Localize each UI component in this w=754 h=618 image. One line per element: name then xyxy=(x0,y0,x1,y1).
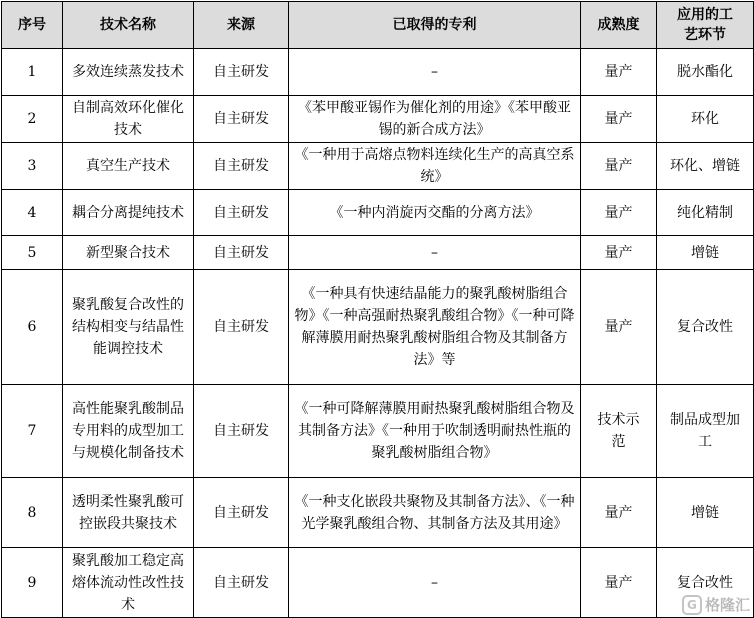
cell-no: 3 xyxy=(2,143,63,190)
cell-source: 自主研发 xyxy=(194,270,289,385)
header-patents: 已取得的专利 xyxy=(289,2,581,49)
cell-source: 自主研发 xyxy=(194,190,289,236)
cell-maturity: 技术示范 xyxy=(581,385,657,478)
gelonghui-logo-icon: G xyxy=(682,595,702,615)
cell-no: 7 xyxy=(2,385,63,478)
cell-patents: 《一种内消旋丙交酯的分离方法》 xyxy=(289,190,581,236)
cell-patents: 《一种支化嵌段共聚物及其制备方法》、《一种光学聚乳酸组合物、其制备方法及其用途》 xyxy=(289,478,581,548)
table-row xyxy=(2,478,754,548)
header-maturity: 成熟度 xyxy=(581,2,657,49)
cell-maturity: 量产 xyxy=(581,96,657,143)
header-no: 序号 xyxy=(2,2,63,49)
cell-no: 8 xyxy=(2,478,63,548)
cell-patents: – xyxy=(289,236,581,270)
table-row xyxy=(2,143,754,190)
header-row xyxy=(2,2,754,49)
table-row xyxy=(2,190,754,236)
cell-name: 自制高效环化催化技术 xyxy=(63,96,194,143)
cell-stage: 环化、增链 xyxy=(657,143,754,190)
cell-source: 自主研发 xyxy=(194,548,289,618)
cell-source: 自主研发 xyxy=(194,49,289,96)
cell-patents: 《苯甲酸亚锡作为催化剂的用途》《苯甲酸亚锡的新合成方法》 xyxy=(289,96,581,143)
cell-maturity: 量产 xyxy=(581,548,657,618)
cell-no: 6 xyxy=(2,270,63,385)
cell-source: 自主研发 xyxy=(194,143,289,190)
cell-no: 2 xyxy=(2,96,63,143)
cell-stage: 纯化精制 xyxy=(657,190,754,236)
cell-patents: – xyxy=(289,49,581,96)
cell-stage: 复合改性 xyxy=(657,548,754,618)
technology-table xyxy=(1,1,754,618)
cell-stage: 环化 xyxy=(657,96,754,143)
cell-stage: 增链 xyxy=(657,236,754,270)
cell-no: 9 xyxy=(2,548,63,618)
table-row xyxy=(2,548,754,618)
cell-patents: 《一种可降解薄膜用耐热聚乳酸树脂组合物及其制备方法》《一种用于吹制透明耐热性瓶的聚乳酸树脂组合物》 xyxy=(289,385,581,478)
cell-maturity: 量产 xyxy=(581,270,657,385)
cell-source: 自主研发 xyxy=(194,236,289,270)
cell-name: 耦合分离提纯技术 xyxy=(63,190,194,236)
cell-maturity: 量产 xyxy=(581,478,657,548)
cell-name: 多效连续蒸发技术 xyxy=(63,49,194,96)
cell-stage: 增链 xyxy=(657,478,754,548)
cell-source: 自主研发 xyxy=(194,96,289,143)
cell-source: 自主研发 xyxy=(194,385,289,478)
table-row xyxy=(2,385,754,478)
cell-no: 1 xyxy=(2,49,63,96)
cell-stage: 复合改性 xyxy=(657,270,754,385)
table-row xyxy=(2,96,754,143)
table-row xyxy=(2,270,754,385)
cell-name: 真空生产技术 xyxy=(63,143,194,190)
cell-name: 透明柔性聚乳酸可控嵌段共聚技术 xyxy=(63,478,194,548)
cell-no: 5 xyxy=(2,236,63,270)
cell-source: 自主研发 xyxy=(194,478,289,548)
cell-patents: 《一种用于高熔点物料连续化生产的高真空系统》 xyxy=(289,143,581,190)
cell-name: 高性能聚乳酸制品专用料的成型加工与规模化制备技术 xyxy=(63,385,194,478)
cell-name: 聚乳酸加工稳定高熔体流动性改性技术 xyxy=(63,548,194,618)
cell-maturity: 量产 xyxy=(581,143,657,190)
cell-maturity: 量产 xyxy=(581,190,657,236)
watermark-text: 格隆汇 xyxy=(704,596,750,614)
cell-stage: 制品成型加工 xyxy=(657,385,754,478)
table-row xyxy=(2,236,754,270)
cell-no: 4 xyxy=(2,190,63,236)
cell-name: 聚乳酸复合改性的结构相变与结晶性能调控技术 xyxy=(63,270,194,385)
cell-name: 新型聚合技术 xyxy=(63,236,194,270)
cell-patents: 《一种具有快速结晶能力的聚乳酸树脂组合物》《一种高强耐热聚乳酸组合物》《一种可降解薄膜用耐热聚乳酸树脂组合物及其制备方法》等 xyxy=(289,270,581,385)
table-row xyxy=(2,49,754,96)
cell-patents: – xyxy=(289,548,581,618)
header-source: 来源 xyxy=(194,2,289,49)
cell-maturity: 量产 xyxy=(581,49,657,96)
header-name: 技术名称 xyxy=(63,2,194,49)
cell-maturity: 量产 xyxy=(581,236,657,270)
cell-stage: 脱水酯化 xyxy=(657,49,754,96)
header-stage: 应用的工艺环节 xyxy=(657,2,754,49)
